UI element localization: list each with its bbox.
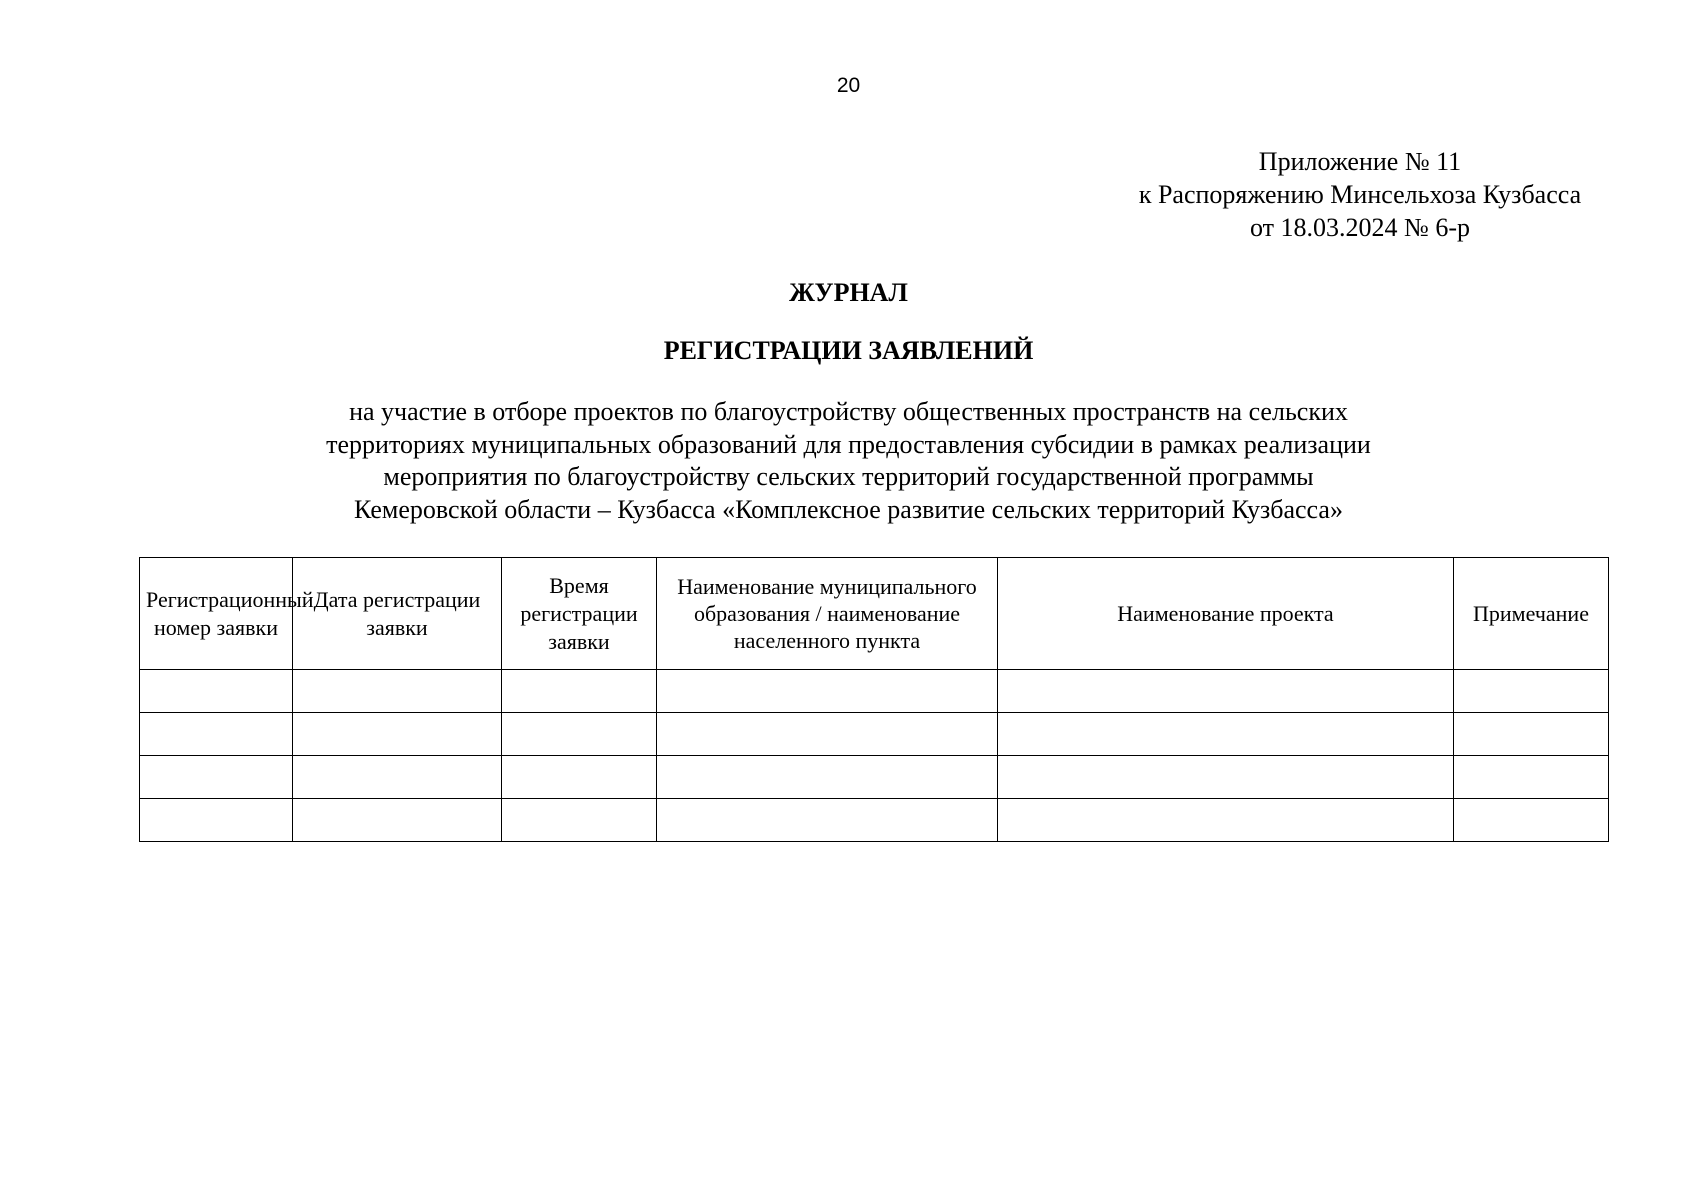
- table-cell: [293, 713, 502, 756]
- header-registration-number: Регистрационный номер заявки: [140, 558, 293, 670]
- header-project-name: Наименование проекта: [998, 558, 1454, 670]
- table-row: [140, 756, 1609, 799]
- appendix-block: [1100, 145, 1620, 244]
- header-registration-date: Дата регистрации заявки: [293, 558, 502, 670]
- table-cell: [502, 799, 657, 842]
- header-note: Примечание: [1454, 558, 1609, 670]
- appendix-reference: к Распоряжению Минсельхоза Кузбасса: [1138, 180, 1582, 209]
- table-cell: [140, 713, 293, 756]
- table-cell: [502, 713, 657, 756]
- table-cell: [140, 799, 293, 842]
- table-cell: [1454, 799, 1609, 842]
- subtitle-line-3: мероприятия по благоустройству сельских территорий государственной программы: [383, 462, 1314, 491]
- table-cell: [998, 670, 1454, 713]
- table-row: [140, 799, 1609, 842]
- table-row: [140, 713, 1609, 756]
- table-cell: [293, 756, 502, 799]
- table-row: [140, 670, 1609, 713]
- table-cell: [140, 756, 293, 799]
- document-subtitle: [200, 396, 1497, 526]
- table-header-row: [140, 558, 1609, 670]
- table-cell: [998, 713, 1454, 756]
- table-cell: [998, 756, 1454, 799]
- header-municipality-name: Наименование муниципального образования / наименование населенного пункта: [657, 558, 998, 670]
- document-title: ЖУРНАЛ: [789, 278, 908, 307]
- table-cell: [502, 670, 657, 713]
- table-cell: [1454, 713, 1609, 756]
- subtitle-line-2: территориях муниципальных образований для предоставления субсидии в рамках реализации: [326, 429, 1371, 459]
- table-cell: [502, 756, 657, 799]
- subtitle-line-4: Кемеровской области – Кузбасса «Комплексное развитие сельских территорий Кузбасса»: [354, 494, 1343, 524]
- table-cell: [657, 713, 998, 756]
- table-cell: [657, 756, 998, 799]
- subtitle-line-1: на участие в отборе проектов по благоустройству общественных пространств на сельских: [349, 397, 1348, 426]
- table-cell: [293, 670, 502, 713]
- table-cell: [293, 799, 502, 842]
- registration-journal-table: [139, 557, 1609, 842]
- page-number: 20: [836, 74, 861, 97]
- table-cell: [140, 670, 293, 713]
- table-cell: [998, 799, 1454, 842]
- appendix-number: Приложение № 11: [1258, 147, 1462, 176]
- document-title-secondary: РЕГИСТРАЦИИ ЗАЯВЛЕНИЙ: [663, 336, 1034, 365]
- table-cell: [657, 670, 998, 713]
- appendix-date: от 18.03.2024 № 6-р: [1250, 213, 1470, 242]
- table-cell: [1454, 756, 1609, 799]
- header-registration-time: Время регистрации заявки: [502, 558, 657, 670]
- table-cell: [657, 799, 998, 842]
- table-cell: [1454, 670, 1609, 713]
